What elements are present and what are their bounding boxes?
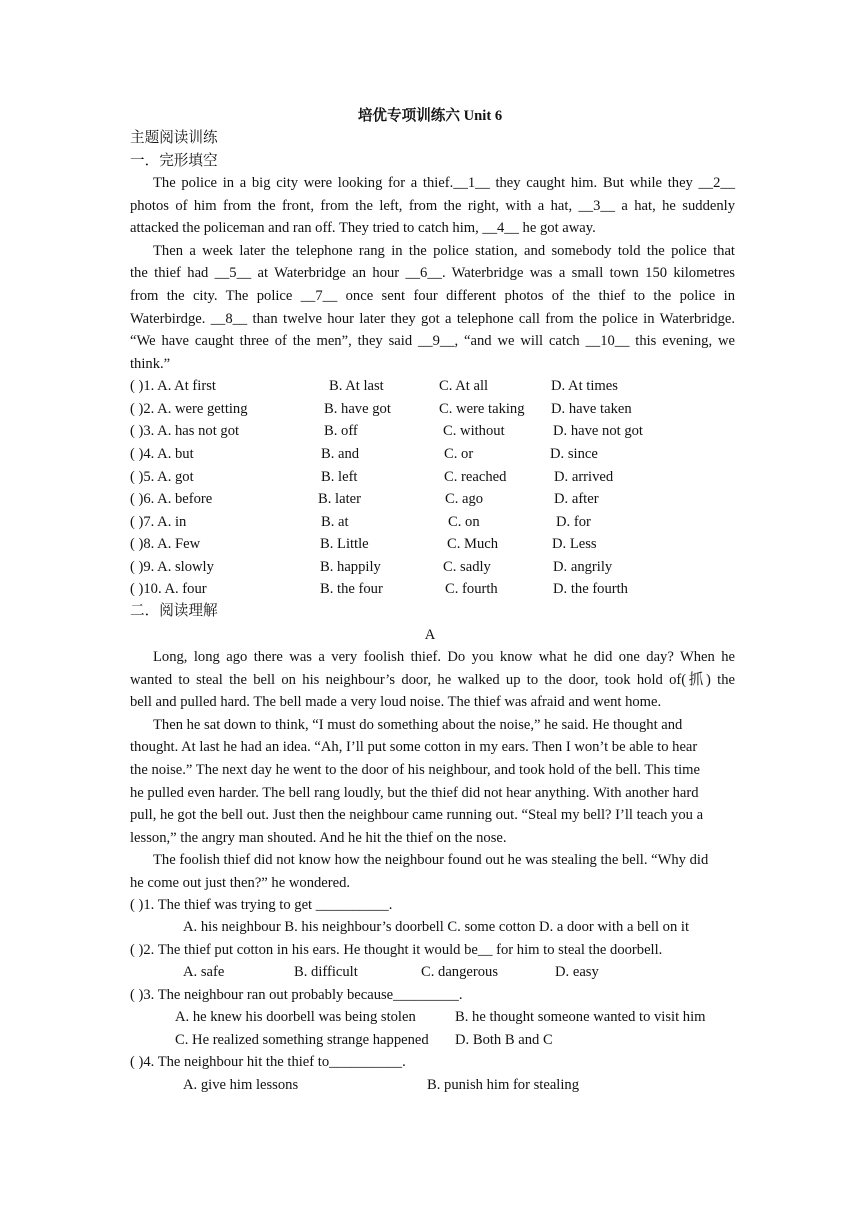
option-b: B. left <box>321 469 358 485</box>
question-3-option-d: D. Both B and C <box>455 1032 553 1048</box>
reading-passage <box>130 646 735 895</box>
option-row <box>130 375 730 398</box>
question-3-option-c: C. He realized something strange happened <box>175 1032 429 1048</box>
question-2-option-b: B. difficult <box>294 964 358 980</box>
option-c: C. were taking <box>439 401 525 417</box>
option-c: C. on <box>448 514 480 530</box>
option-a: ( )10. A. four <box>130 581 207 597</box>
cloze-passage <box>130 172 735 375</box>
part1-heading: 一．完形填空 <box>130 153 218 169</box>
cloze-line: The police in a big city were looking for a thief.__1__ they caught him. But while they __2__ <box>153 175 735 191</box>
passage-line: pull, he got the bell out. Just then the neighbour came running out. “Steal my bell? I’ll teach you a <box>130 807 704 824</box>
option-row <box>130 556 730 579</box>
passage-line: wanted to steal the bell on his neighbour’s door, he walked up to the door, took hold of(抓) the <box>130 671 735 688</box>
option-a: ( )1. A. At first <box>130 378 216 394</box>
option-row <box>130 398 730 421</box>
option-d: D. since <box>550 446 598 462</box>
question-3-option-b: B. he thought someone wanted to visit him <box>455 1009 706 1025</box>
option-b: B. the four <box>320 581 383 597</box>
passage-line: he pulled even harder. The bell rang loudly, but the thief did not hear anything. With another hard <box>130 784 699 801</box>
option-d: D. arrived <box>554 469 614 485</box>
option-d: D. At times <box>551 378 618 394</box>
question-1: ( )1. The thief was trying to get __________. <box>130 897 393 913</box>
question-4: ( )4. The neighbour hit the thief to__________. <box>130 1054 406 1070</box>
option-a: ( )3. A. has not got <box>130 423 240 439</box>
option-row <box>130 488 730 511</box>
question-3: ( )3. The neighbour ran out probably because_________. <box>130 987 463 1003</box>
passage-line: lesson,” the angry man shouted. And he hit the thief on the nose. <box>130 829 507 846</box>
cloze-line: from the city. The police __7__ once sent four different photos of the thief to the police in <box>130 287 735 304</box>
passage-line: he come out just then?” he wondered. <box>130 874 351 891</box>
option-a: ( )9. A. slowly <box>130 559 214 575</box>
option-b: B. and <box>321 446 360 462</box>
option-b: B. At last <box>329 378 384 394</box>
option-a: ( )8. A. Few <box>130 536 201 552</box>
option-c: C. Much <box>447 536 499 552</box>
option-b: B. later <box>318 491 361 507</box>
option-d: D. have not got <box>553 423 643 439</box>
option-c: C. or <box>444 446 474 462</box>
passage-line: The foolish thief did not know how the neighbour found out he was stealing the bell. “Why did <box>153 852 709 869</box>
option-row <box>130 578 730 601</box>
option-row <box>130 420 730 443</box>
question-2-option-d: D. easy <box>555 964 599 980</box>
option-d: D. have taken <box>551 401 632 417</box>
option-a: ( )7. A. in <box>130 514 187 530</box>
cloze-line: Then a week later the telephone rang in the police station, and somebody told the police that <box>153 242 735 259</box>
passage-line: Long, long ago there was a very foolish thief. Do you know what he did one day? When he <box>153 649 735 665</box>
option-d: D. Less <box>552 536 597 552</box>
question-3-option-a: A. he knew his doorbell was being stolen <box>175 1009 416 1025</box>
cloze-line: “We have caught three of the men”, they said __9__, “and we will catch __10__ this evening, we <box>130 333 735 350</box>
option-row <box>130 443 730 466</box>
question-4-option-b: B. punish him for stealing <box>427 1077 580 1093</box>
option-d: D. the fourth <box>553 581 628 597</box>
option-c: C. sadly <box>443 559 491 575</box>
option-b: B. Little <box>320 536 369 552</box>
option-d: D. after <box>554 491 599 507</box>
option-b: B. happily <box>320 559 381 575</box>
option-a: ( )2. A. were getting <box>130 401 248 417</box>
option-row <box>130 511 730 534</box>
option-row <box>130 533 730 556</box>
option-d: D. for <box>556 514 591 530</box>
cloze-line: the thief had __5__ at Waterbridge an hour __6__. Waterbridge was a small town 150 kilometres <box>130 265 735 282</box>
passage-line: bell and pulled hard. The bell made a very loud noise. The thief was afraid and went home. <box>130 694 662 711</box>
option-d: D. angrily <box>553 559 613 575</box>
question-4-option-a: A. give him lessons <box>183 1077 299 1093</box>
option-c: C. At all <box>439 378 489 394</box>
option-c: C. ago <box>445 491 484 507</box>
option-row <box>130 466 730 489</box>
passage-line: Then he sat down to think, “I must do something about the noise,” he said. He thought and <box>153 716 683 733</box>
cloze-line: attacked the policeman and ran off. They tried to catch him, __4__ he got away. <box>130 220 596 237</box>
option-b: B. at <box>321 514 349 530</box>
question-2-option-c: C. dangerous <box>421 964 499 980</box>
passage-line: the noise.” The next day he went to the door of his neighbour, and took hold of the bell. This time <box>130 761 700 778</box>
section-heading: 主题阅读训练 <box>130 130 218 146</box>
option-a: ( )4. A. but <box>130 446 194 462</box>
option-a: ( )5. A. got <box>130 469 194 485</box>
cloze-line: Waterbirdge. __8__ than twelve hour later they got a telephone call from the police in Waterbridge. <box>130 310 735 327</box>
cloze-line: photos of him from the front, from the left, from the right, with a hat, __3__ a hat, he suddenly <box>130 197 735 214</box>
option-c: C. reached <box>444 469 507 485</box>
part2-heading: 二．阅读理解 <box>130 603 218 619</box>
page-title: 培优专项训练六 Unit 6 <box>357 108 503 124</box>
question-2-option-a: A. safe <box>183 964 225 980</box>
option-b: B. off <box>324 423 358 439</box>
option-a: ( )6. A. before <box>130 491 213 507</box>
passage-label: A <box>424 627 436 643</box>
option-c: C. fourth <box>445 581 498 597</box>
option-c: C. without <box>443 423 505 439</box>
cloze-line: think.” <box>130 355 171 372</box>
question-1-options: A. his neighbour B. his neighbour’s doorbell C. some cotton D. a door with a bell on it <box>183 919 689 935</box>
option-b: B. have got <box>324 401 391 417</box>
question-2: ( )2. The thief put cotton in his ears. He thought it would be__ for him to steal the doorbell. <box>130 942 663 958</box>
passage-line: thought. At last he had an idea. “Ah, I’ll put some cotton in my ears. Then I won’t be able to hear <box>130 739 698 756</box>
